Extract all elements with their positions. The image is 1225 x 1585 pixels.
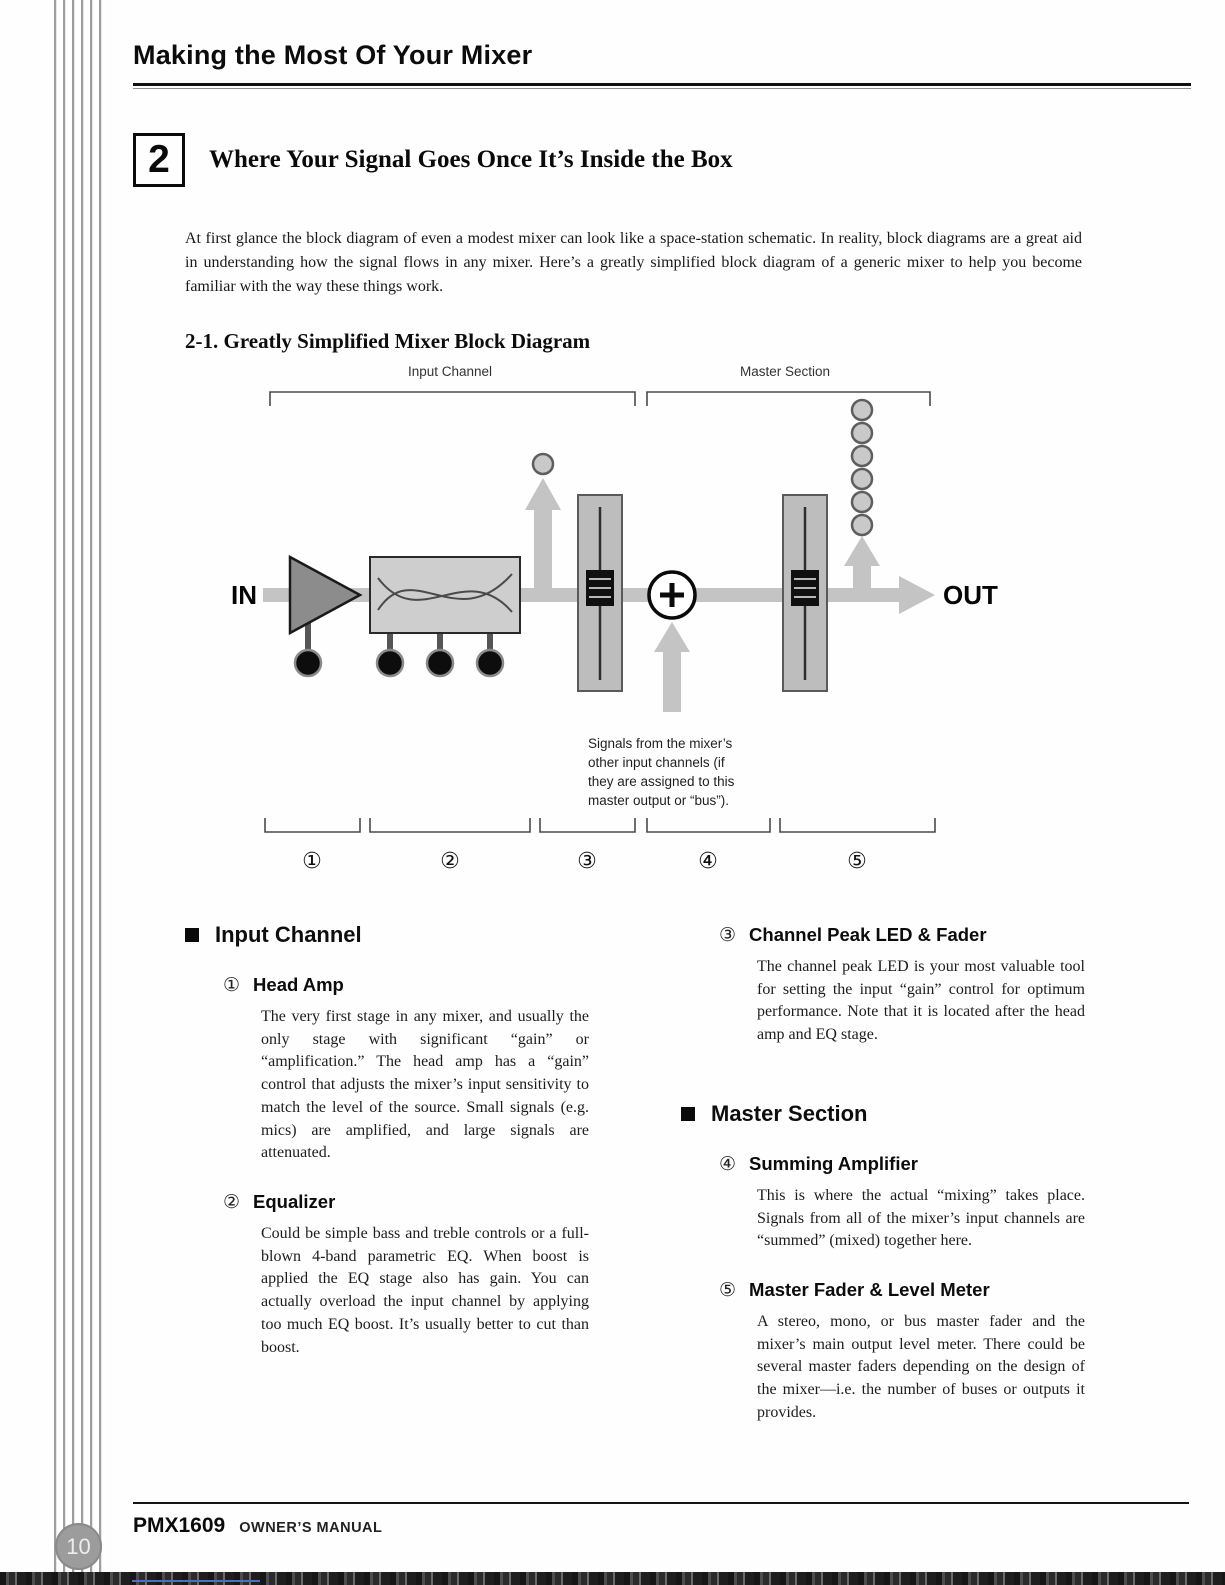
heading-master-section [681, 1101, 1087, 1127]
bus-note-line-4: master output or “bus”). [588, 793, 730, 808]
marker-5: ⑤ [847, 849, 867, 874]
head-amp-gain-knob [295, 650, 321, 676]
item-summing-amplifier [681, 1153, 1087, 1253]
meter-led-2 [852, 423, 872, 443]
out-label: OUT [943, 580, 998, 610]
item-title: Head Amp [253, 974, 344, 995]
header-rule-thin [133, 88, 1191, 89]
block-diagram-container [185, 360, 1065, 880]
bottom-bracket-5 [780, 818, 935, 832]
level-meter-arrow [844, 536, 880, 592]
eq-knob-3 [477, 650, 503, 676]
marker-4: ④ [698, 849, 718, 874]
meter-led-6 [852, 515, 872, 535]
page-number: 10 [66, 1533, 91, 1559]
page-title: Making the Most Of Your Mixer [133, 40, 533, 70]
footer [133, 1502, 1189, 1538]
in-label: IN [231, 580, 257, 610]
section-number: 2 [148, 138, 170, 181]
section-head [133, 133, 1191, 187]
item-title: Equalizer [253, 1191, 336, 1213]
bottom-bracket-2 [370, 818, 530, 832]
heading-master-section-label: Master Section [711, 1100, 868, 1126]
square-bullet-icon [681, 1107, 695, 1121]
item-title: Master Fader & Level Meter [749, 1279, 990, 1301]
out-arrowhead [899, 576, 935, 614]
heading-input-channel [185, 922, 587, 948]
header-rule [133, 83, 1191, 86]
page-number-badge [55, 1523, 102, 1570]
meter-led-4 [852, 469, 872, 489]
body-columns [185, 922, 1191, 1425]
item-head-amp [185, 974, 587, 1165]
bus-note-line-2: other input channels (if [588, 755, 725, 770]
master-fader [783, 495, 827, 691]
bus-input-arrow [654, 622, 690, 712]
eq-knob-2 [427, 650, 453, 676]
bus-note-line-1: Signals from the mixer’s [588, 736, 733, 751]
scan-blue-line [132, 1580, 260, 1582]
eq-knob-1 [377, 650, 403, 676]
binding-stripes [50, 0, 107, 1585]
item-body: This is where the actual “mixing” takes place. Signals from all of the mixer’s input channels are “summed” (mixed) together here. [757, 1186, 1085, 1250]
heading-input-channel-label: Input Channel [215, 922, 362, 947]
intro-paragraph: At first glance the block diagram of even a modest mixer can look like a space-station schematic. In reality, block diagrams are a great aid in understanding how the signal flows in any mixer. Here’s a greatly simplified block diagram of a generic mixer to help you become familiar with the way these things work. [185, 230, 1082, 295]
item-title: Summing Amplifier [749, 1152, 918, 1174]
item-body: Could be simple bass and treble controls or a full-blown 4-band parametric EQ. When boost is applied the EQ stage also has gain. You can actually overload the input channel by applying too much EQ boost. It’s usually better to cut than boost. [261, 1225, 589, 1356]
item-number: ⑤ [719, 1279, 737, 1302]
item-number: ① [223, 974, 241, 996]
input-channel-bracket-label: Input Channel [407, 364, 493, 379]
bus-note-line-3: they are assigned to this [588, 774, 735, 789]
model-number: PMX1609 [133, 1514, 226, 1537]
input-channel-top-bracket [270, 392, 635, 406]
level-meter-leds [852, 400, 872, 535]
meter-led-5 [852, 492, 872, 512]
channel-fader [578, 495, 622, 691]
item-body: The channel peak LED is your most valuable tool for setting the input “gain” control for optimum performance. Note that it is located after the head amp and EQ stage. [757, 958, 1085, 1044]
master-section-bracket-label: Master Section [739, 364, 831, 379]
item-number: ② [223, 1191, 241, 1214]
footer-rule [133, 1502, 1189, 1504]
bus-note [588, 736, 735, 808]
manual-label: OWNER’S MANUAL [239, 1520, 383, 1536]
item-equalizer [185, 1191, 587, 1359]
peak-led-arrow [525, 478, 561, 592]
meter-led-3 [852, 446, 872, 466]
section-number-box [133, 133, 185, 187]
item-number: ③ [719, 924, 737, 946]
marker-3: ③ [577, 849, 597, 874]
bottom-bracket-4 [647, 818, 770, 832]
marker-2: ② [440, 849, 460, 874]
item-channel-peak-led [681, 924, 1087, 1047]
bottom-bracket-1 [265, 818, 360, 832]
mixer-block-diagram [185, 360, 1065, 880]
meter-led-1 [852, 400, 872, 420]
right-column [681, 922, 1087, 1425]
marker-1: ① [302, 849, 322, 874]
item-title: Channel Peak LED & Fader [749, 924, 987, 945]
item-number: ④ [719, 1152, 737, 1175]
item-body: The very first stage in any mixer, and usually the only stage with significant “gain” or “amplification.” The head amp has a “gain” control that adjusts the mixer’s input sensitivity to match the level of the source. Small signals (e.g. mics) are amplified, and large signals are attenuated. [261, 1008, 589, 1162]
diagram-title: 2-1. Greatly Simplified Mixer Block Diagram [185, 329, 591, 353]
item-master-fader [681, 1279, 1087, 1425]
channel-peak-led [533, 454, 553, 474]
page-content [133, 0, 1191, 1425]
square-bullet-icon [185, 928, 199, 942]
left-column [185, 922, 587, 1425]
scan-artifact-band [0, 1572, 1225, 1585]
master-section-top-bracket [647, 392, 930, 406]
head-amp-triangle [290, 557, 360, 633]
item-body: A stereo, mono, or bus master fader and the mixer’s main output level meter. There could be several master faders depending on the design of the mixer—i.e. the number of buses or outputs it provides. [757, 1313, 1085, 1421]
section-title: Where Your Signal Goes Once It’s Inside the Box [209, 146, 733, 173]
bottom-bracket-3 [540, 818, 635, 832]
